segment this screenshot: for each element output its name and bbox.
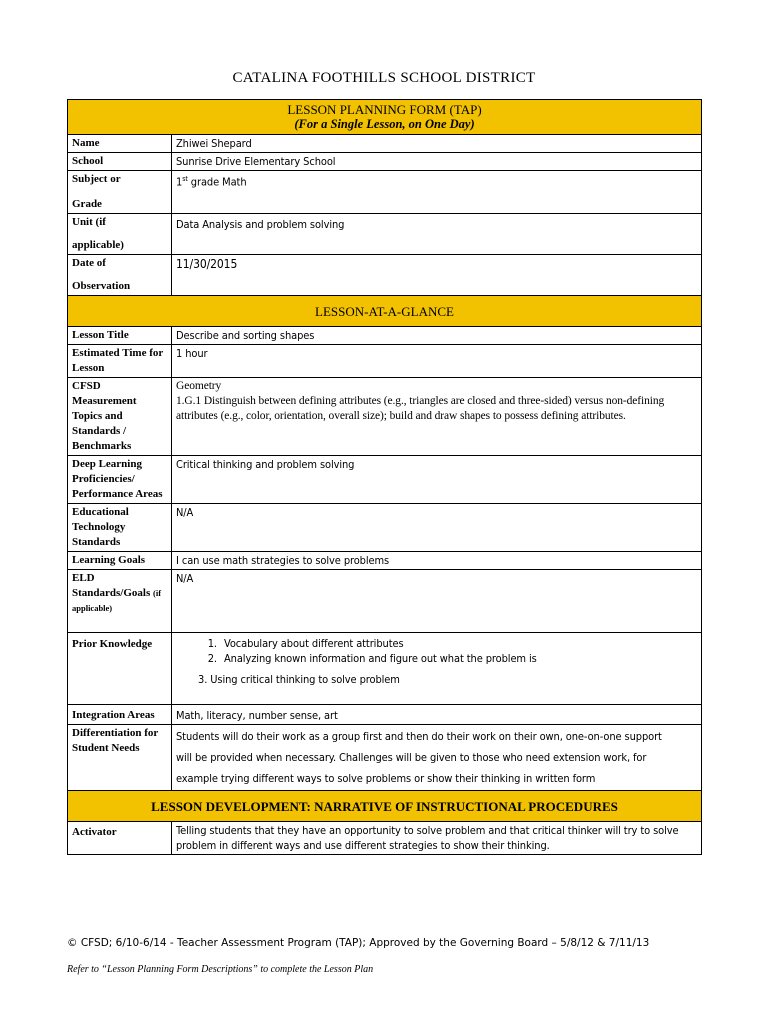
- form-title: LESSON PLANNING FORM (TAP): [287, 102, 482, 117]
- activator-row: [68, 822, 702, 855]
- differentiation-label: Differentiation for Student Needs: [68, 725, 172, 791]
- differentiation-line-1: Students will do their work as a group first and then do their work on their own, one-on-one support: [176, 730, 662, 743]
- unit-label-line-2: applicable): [72, 239, 124, 251]
- time-row: [68, 345, 702, 378]
- date-value: 11/30/2015: [172, 255, 702, 296]
- prior-knowledge-item-3: 3. Using critical thinking to solve problem: [198, 673, 400, 686]
- eld-label: [68, 570, 172, 633]
- differentiation-line-3: example trying different ways to solve problems or show their thinking in written form: [176, 772, 596, 785]
- date-row: [68, 255, 702, 296]
- date-label-line-1: Date of: [72, 257, 106, 269]
- integration-value: Math, literacy, number sense, art: [172, 705, 702, 725]
- differentiation-value: [172, 725, 702, 791]
- edtech-row: [68, 504, 702, 552]
- subject-label-line-2: Grade: [72, 198, 102, 210]
- lesson-title-value: Describe and sorting shapes: [172, 327, 702, 345]
- edtech-label: Educational Technology Standards: [68, 504, 172, 552]
- lesson-title-label: Lesson Title: [68, 327, 172, 345]
- subject-label-line-1: Subject or: [72, 173, 121, 185]
- unit-label: [68, 214, 172, 255]
- eld-value: N/A: [172, 570, 702, 633]
- unit-row: [68, 214, 702, 255]
- time-label: Estimated Time for Lesson: [68, 345, 172, 378]
- footer-copyright: © CFSD; 6/10-6/14 - Teacher Assessment Program (TAP); Approved by the Governing Board – 5/8/12 & 7/11/13: [67, 937, 650, 949]
- subject-grade-number: 1: [176, 175, 183, 189]
- cfsd-topic: Geometry: [176, 380, 222, 392]
- date-label-line-2: Observation: [72, 280, 131, 292]
- school-row: [68, 153, 702, 171]
- time-value: 1 hour: [172, 345, 702, 378]
- eld-row: [68, 570, 702, 633]
- subject-grade-suffix: st: [182, 175, 188, 183]
- goals-value: I can use math strategies to solve problems: [172, 552, 702, 570]
- district-title: CATALINA FOOTHILLS SCHOOL DISTRICT: [232, 70, 536, 86]
- name-row: [68, 135, 702, 153]
- development-heading-row: [68, 791, 702, 822]
- form-subtitle: (For a Single Lesson, on One Day): [294, 117, 475, 131]
- differentiation-row: [68, 725, 702, 791]
- eld-label-text: ELD Standards/Goals: [72, 572, 151, 599]
- activator-label: Activator: [68, 822, 172, 855]
- prior-knowledge-item: 1. Vocabulary about different attributes: [220, 636, 697, 651]
- date-label: [68, 255, 172, 296]
- glance-heading: LESSON-AT-A-GLANCE: [68, 296, 702, 327]
- development-heading: LESSON DEVELOPMENT: NARRATIVE OF INSTRUCTIONAL PROCEDURES: [68, 791, 702, 822]
- subject-row: [68, 171, 702, 214]
- lesson-planning-form: [67, 99, 702, 855]
- goals-row: [68, 552, 702, 570]
- cfsd-label: CFSD Measurement Topics and Standards / Benchmarks: [68, 378, 172, 456]
- cfsd-standard: 1.G.1 Distinguish between defining attributes (e.g., triangles are closed and three-sided) versus non-defining attributes (e.g., color, orientation, overall size); build and draw shapes to possess defining attributes.: [176, 395, 665, 422]
- lesson-title-row: [68, 327, 702, 345]
- footer-note: Refer to “Lesson Planning Form Descriptions” to complete the Lesson Plan: [67, 964, 374, 975]
- edtech-value: N/A: [172, 504, 702, 552]
- unit-label-line-1: Unit (if: [72, 216, 106, 228]
- school-value: Sunrise Drive Elementary School: [172, 153, 702, 171]
- prior-knowledge-row: [68, 633, 702, 705]
- school-label: School: [68, 153, 172, 171]
- activator-value: Telling students that they have an opportunity to solve problem and that critical thinker will try to solve problem in different ways and use different strategies to show their thinking.: [172, 822, 702, 855]
- prior-knowledge-label: Prior Knowledge: [68, 633, 172, 705]
- subject-value: [172, 171, 702, 214]
- integration-label: Integration Areas: [68, 705, 172, 725]
- cfsd-row: [68, 378, 702, 456]
- deep-learning-value: Critical thinking and problem solving: [172, 456, 702, 504]
- deep-learning-label: Deep Learning Proficiencies/ Performance Areas: [68, 456, 172, 504]
- name-value: Zhiwei Shepard: [172, 135, 702, 153]
- eld-label-note: (if applicable): [72, 588, 162, 613]
- subject-grade-rest: grade Math: [187, 175, 247, 189]
- glance-heading-row: [68, 296, 702, 327]
- form-title-cell: [68, 100, 702, 135]
- prior-knowledge-value: [172, 633, 702, 705]
- unit-value: Data Analysis and problem solving: [172, 214, 702, 255]
- cfsd-value: [172, 378, 702, 456]
- subject-label: [68, 171, 172, 214]
- differentiation-line-2: will be provided when necessary. Challenges will be given to those who need extension work, for: [176, 751, 647, 764]
- integration-row: [68, 705, 702, 725]
- prior-knowledge-list: [176, 636, 697, 666]
- prior-knowledge-item: 2. Analyzing known information and figure out what the problem is: [220, 651, 697, 666]
- form-title-row: [68, 100, 702, 135]
- deep-learning-row: [68, 456, 702, 504]
- name-label: Name: [68, 135, 172, 153]
- goals-label: Learning Goals: [68, 552, 172, 570]
